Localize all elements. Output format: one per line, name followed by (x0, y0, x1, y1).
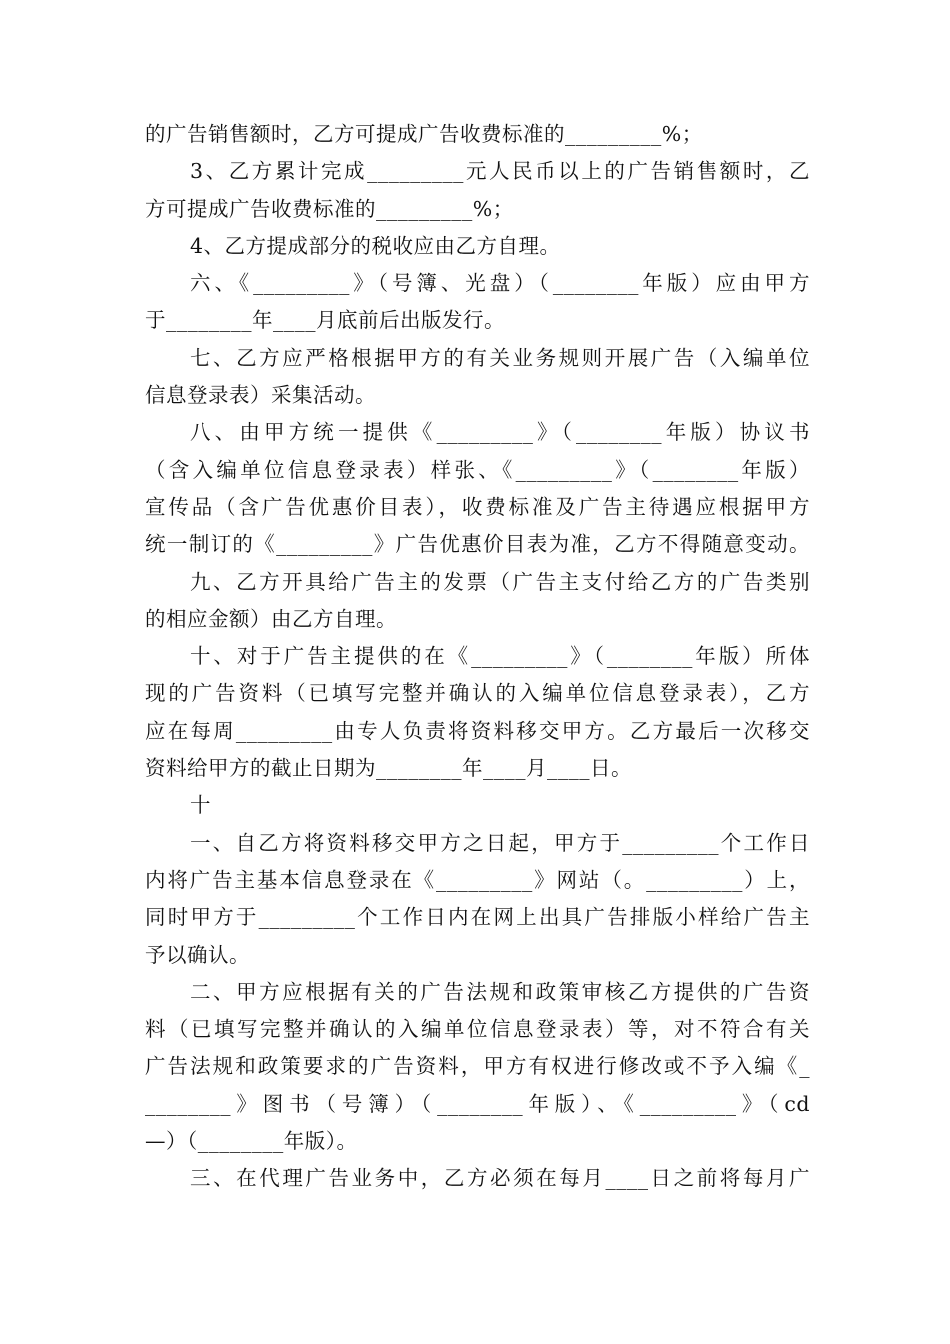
text-line: 七、乙方应严格根据甲方的有关业务规则开展广告（入编单位 (190, 345, 810, 370)
text-line: 宣传品（含广告优惠价目表），收费标准及广告主待遇应根据甲方 (145, 494, 810, 519)
text-line: 六、《_________》（号簿、光盘）（________年版）应由甲方 (190, 271, 810, 296)
text-line: 八、由甲方统一提供《_________》（________年版）协议书 (190, 420, 810, 445)
document-body (145, 116, 810, 1198)
text-line: （含入编单位信息登录表）样张、《_________》（________年版） (145, 457, 810, 482)
text-line: 一、自乙方将资料移交甲方之日起，甲方于_________个工作日 (190, 830, 810, 855)
text-line: 九、乙方开具给广告主的发票（广告主支付给乙方的广告类别 (190, 569, 810, 594)
text-line: 的广告销售额时，乙方可提成广告收费标准的_________%； (145, 122, 703, 146)
text-line: 十、对于广告主提供的在《_________》（________年版）所体 (190, 644, 810, 669)
text-line: 三、在代理广告业务中，乙方必须在每月____日之前将每月广 (190, 1166, 810, 1191)
text-line: 应在每周_________由专人负责将资料移交甲方。乙方最后一次移交 (145, 718, 810, 743)
text-line: 方可提成广告收费标准的_________%； (145, 196, 514, 221)
text-line: 予以确认。 (145, 942, 250, 967)
text-line: 二、甲方应根据有关的广告法规和政策审核乙方提供的广告资 (190, 979, 810, 1004)
text-line: 的相应金额）由乙方自理。 (145, 606, 397, 631)
text-line: 十 (190, 793, 211, 818)
text-line: —）（________年版）。 (145, 1129, 358, 1154)
text-line: 统一制订的《_________》广告优惠价目表为准，乙方不得随意变动。 (145, 532, 810, 557)
text-line: 信息登录表）采集活动。 (145, 383, 376, 408)
text-line: 同时甲方于_________个工作日内在网上出具广告排版小样给广告主 (145, 905, 810, 930)
text-line: 3、乙方累计完成_________元人民币以上的广告销售额时，乙 (190, 159, 810, 184)
text-line: 料（已填写完整并确认的入编单位信息登录表）等，对不符合有关 (145, 1017, 810, 1042)
text-line: 于________年____月底前后出版发行。 (145, 308, 505, 333)
text-line: ________》图书（号簿）（________年版）、《_________》（cd (145, 1091, 810, 1116)
text-line: 4、乙方提成部分的税收应由乙方自理。 (190, 233, 561, 258)
text-line: 资料给甲方的截止日期为________年____月____日。 (145, 756, 632, 781)
text-line: 广告法规和政策要求的广告资料，甲方有权进行修改或不予入编《_ (145, 1054, 810, 1079)
text-line: 现的广告资料（已填写完整并确认的入编单位信息登录表），乙方 (145, 681, 810, 706)
text-line: 内将广告主基本信息登录在《_________》网站（。_________）上， (145, 867, 810, 892)
